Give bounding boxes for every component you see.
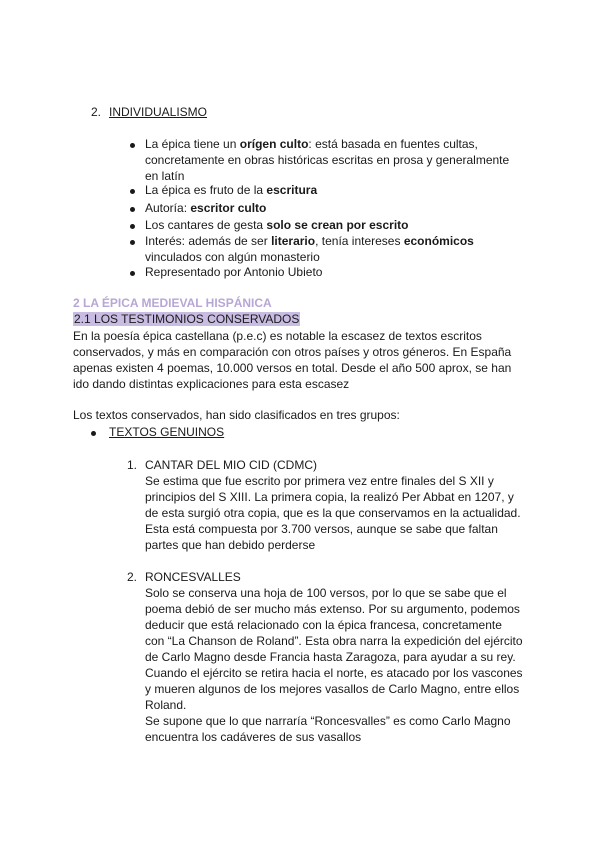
bullet-dot	[130, 240, 135, 245]
bold-text: escritor culto	[190, 201, 267, 215]
list-item	[145, 182, 317, 198]
text: La épica es fruto de la	[145, 183, 267, 197]
paragraph-line: apenas existen 4 poemas, 10.000 versos en total. Desde el año 500 aprox, se han	[73, 361, 512, 375]
bold-text: literario	[271, 234, 316, 248]
bold-text: económicos	[403, 234, 474, 248]
item-line: de esta surgió otra copia, que es la que conservamos en la actualidad.	[145, 506, 521, 520]
paragraph-line: conservados, y más en comparación con otros países y otros géneros. En España	[73, 345, 512, 359]
list-item-continuation: vinculados con algún monasterio	[145, 250, 320, 264]
item-title: CANTAR DEL MIO CID (CDMC)	[145, 458, 317, 472]
item-title: RONCESVALLES	[145, 570, 241, 584]
item-line: y mueren algunos de los mejores vasallos de Carlo Magno, entre ellos	[145, 682, 520, 696]
list-item	[145, 233, 474, 249]
text: Los cantares de gesta	[145, 218, 267, 232]
item-line: Esta está compuesta por 3.700 versos, aunque se sabe que faltan	[145, 522, 498, 536]
item-line: deducir que está relacionado con la épica francesa, concretamente	[145, 618, 502, 632]
heading-epica: 2 LA ÉPICA MEDIEVAL HISPÁNICA	[73, 296, 272, 310]
item-line: con “La Chanson de Roland”. Esta obra narra la expedición del ejército	[145, 634, 523, 648]
list-item: Representado por Antonio Ubieto	[145, 265, 323, 279]
bullet-dot	[130, 224, 135, 229]
bullet-dot	[130, 143, 135, 148]
highlighted-subheading: 2.1 LOS TESTIMONIOS CONSERVADOS	[74, 312, 300, 326]
bullet-dot	[130, 207, 135, 212]
item-line: Cuando el ejército se retira hacia el norte, es atacado por los vascones	[145, 666, 523, 680]
item-line: partes que han debido perderse	[145, 538, 316, 552]
item-line: Se supone que lo que narraría “Roncesvalles” es como Carlo Magno	[145, 714, 511, 728]
item-line: de Carlo Magno desde Francia hasta Zaragoza, para ayudar a su rey.	[145, 650, 516, 664]
bullet-dot	[130, 189, 135, 194]
paragraph-line: ido dando distintas explicaciones para esta escasez	[73, 377, 350, 391]
bold-text: orígen culto	[239, 137, 309, 151]
bullet-dot	[130, 271, 135, 276]
text: Interés: además de ser	[145, 234, 272, 248]
text: , tenía intereses	[315, 234, 404, 248]
text: La épica tiene un	[145, 137, 240, 151]
section-number: 2.	[91, 105, 102, 119]
paragraph-line: En la poesía épica castellana (p.e.c) es notable la escasez de textos escritos	[73, 329, 482, 343]
item-line: principios del S XIII. La primera copia, la realizó Per Abbat en 1207, y	[145, 490, 514, 504]
bold-text: escritura	[266, 183, 318, 197]
list-item	[145, 217, 408, 233]
text: : está basada en fuentes cultas,	[308, 137, 478, 151]
item-line: poema debió de ser mucho más extenso. Por su argumento, podemos	[145, 602, 520, 616]
list-item-continuation: concretamente en obras históricas escritas en prosa y generalmente	[145, 153, 510, 167]
item-line: encuentra los cadáveres de sus vasallos	[145, 730, 362, 744]
bold-text: solo se crean por escrito	[266, 218, 409, 232]
list-item	[145, 136, 478, 152]
item-number: 1.	[127, 458, 138, 472]
item-line: Roland.	[145, 698, 187, 712]
section-title: INDIVIDUALISMO	[109, 105, 208, 119]
bullet-dot	[91, 431, 96, 436]
item-number: 2.	[127, 570, 138, 584]
list-item	[145, 200, 266, 216]
subheading-testimonios	[73, 311, 300, 327]
groups-intro: Los textos conservados, han sido clasificados en tres grupos:	[73, 408, 400, 422]
item-line: Se estima que fue escrito por primera vez entre finales del S XII y	[145, 474, 494, 488]
text: Autoría:	[145, 201, 191, 215]
list-item-continuation: en latín	[145, 169, 185, 183]
item-line: Solo se conserva una hoja de 100 versos, por lo que se sabe que el	[145, 586, 507, 600]
group-genuinos: TEXTOS GENUINOS	[109, 425, 225, 439]
